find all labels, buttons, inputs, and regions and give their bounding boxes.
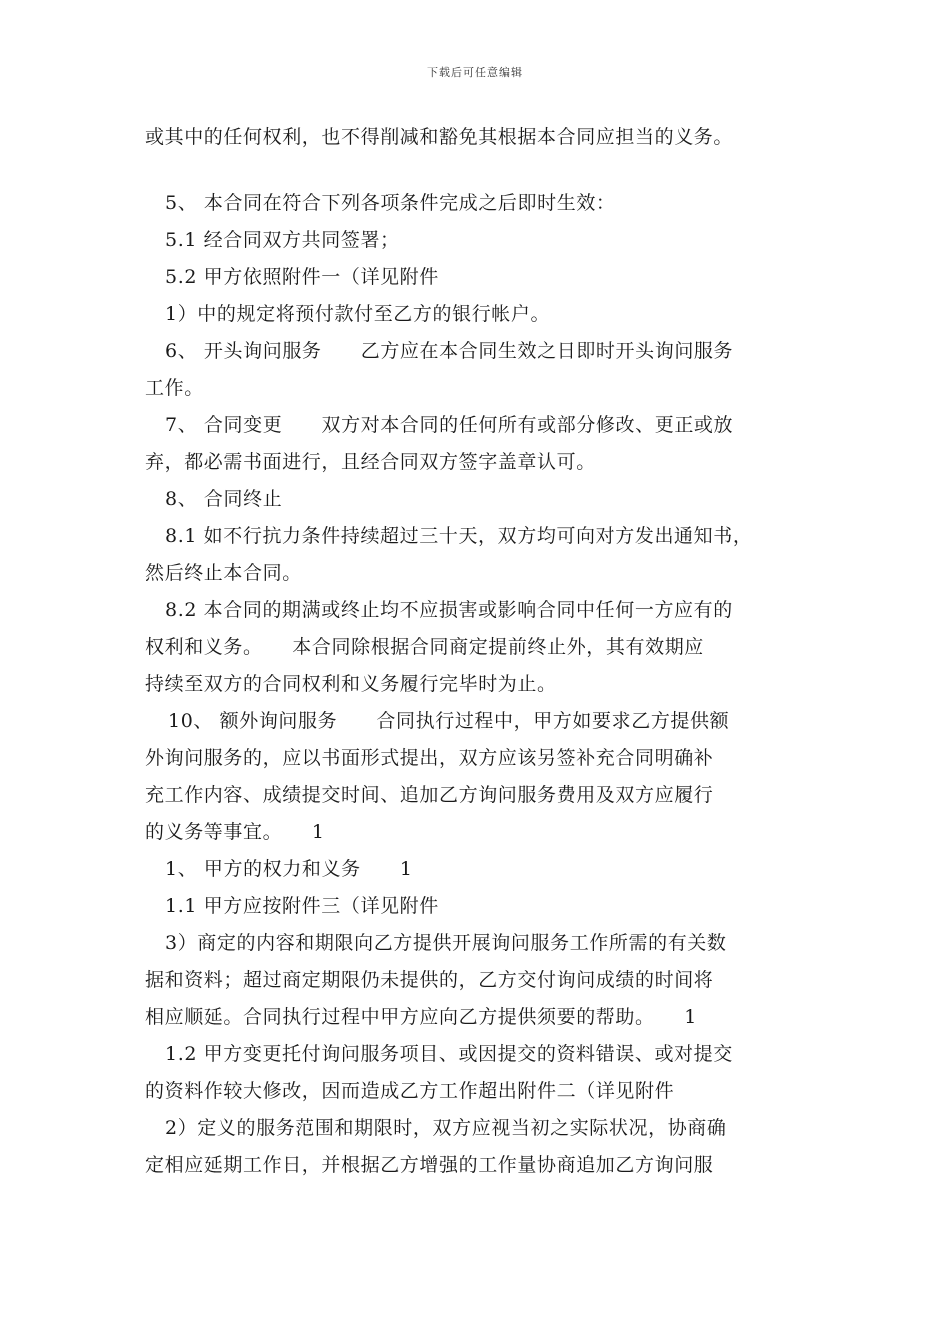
paragraph-line: 权利和义务。 本合同除根据合同商定提前终止外，其有效期应	[145, 636, 704, 658]
paragraph-line: 8、 合同终止	[165, 488, 283, 510]
paragraph-line: 的义务等事宜。 1	[145, 821, 325, 843]
paragraph-line: 工作。	[145, 377, 204, 399]
paragraph-line: 5.2 甲方依照附件一（详见附件	[165, 266, 439, 288]
paragraph-line: 10、 额外询问服务 合同执行过程中，甲方如要求乙方提供额	[168, 710, 730, 732]
paragraph-line: 2）定义的服务范围和期限时，双方应视当初之实际状况，协商确	[165, 1117, 727, 1139]
paragraph-line: 8.2 本合同的期满或终止均不应损害或影响合同中任何一方应有的	[165, 599, 733, 621]
paragraph-line: 持续至双方的合同权利和义务履行完毕时为止。	[145, 673, 557, 695]
document-body	[145, 119, 825, 1184]
paragraph-line: 1.2 甲方变更托付询问服务项目、或因提交的资料错误、或对提交	[165, 1043, 733, 1065]
paragraph-line: 弃，都必需书面进行，且经合同双方签字盖章认可。	[145, 451, 596, 473]
paragraph-line: 充工作内容、成绩提交时间、追加乙方询问服务费用及双方应履行	[145, 784, 714, 806]
page-header: 下载后可任意编辑	[427, 66, 523, 79]
paragraph-line: 据和资料；超过商定期限仍未提供的，乙方交付询问成绩的时间将	[145, 969, 714, 991]
paragraph-line: 或其中的任何权利，也不得削减和豁免其根据本合同应担当的义务。	[145, 126, 734, 148]
paragraph-line: 5、 本合同在符合下列各项条件完成之后即时生效：	[165, 192, 616, 214]
paragraph-line: 1）中的规定将预付款付至乙方的银行帐户。	[165, 303, 551, 325]
paragraph-line: 外询问服务的，应以书面形式提出，双方应该另签补充合同明确补	[145, 747, 714, 769]
paragraph-line: 5.1 经合同双方共同签署；	[165, 229, 400, 251]
paragraph-line: 3）商定的内容和期限向乙方提供开展询问服务工作所需的有关数	[165, 932, 727, 954]
paragraph-spacer	[145, 156, 825, 185]
paragraph-line: 1.1 甲方应按附件三（详见附件	[165, 895, 439, 917]
paragraph-line: 的资料作较大修改，因而造成乙方工作超出附件二（详见附件	[145, 1080, 675, 1102]
paragraph-line: 7、 合同变更 双方对本合同的任何所有或部分修改、更正或放	[165, 414, 734, 436]
paragraph-line: 然后终止本合同。	[145, 562, 302, 584]
paragraph-line: 相应顺延。合同执行过程中甲方应向乙方提供须要的帮助。 1	[145, 1006, 697, 1028]
paragraph-line: 8.1 如不行抗力条件持续超过三十天，双方均可向对方发出通知书，	[165, 525, 753, 547]
paragraph-line: 6、 开头询问服务 乙方应在本合同生效之日即时开头询问服务	[165, 340, 734, 362]
paragraph-line: 定相应延期工作日，并根据乙方增强的工作量协商追加乙方询问服	[145, 1154, 714, 1176]
paragraph-line: 1、 甲方的权力和义务 1	[165, 858, 413, 880]
